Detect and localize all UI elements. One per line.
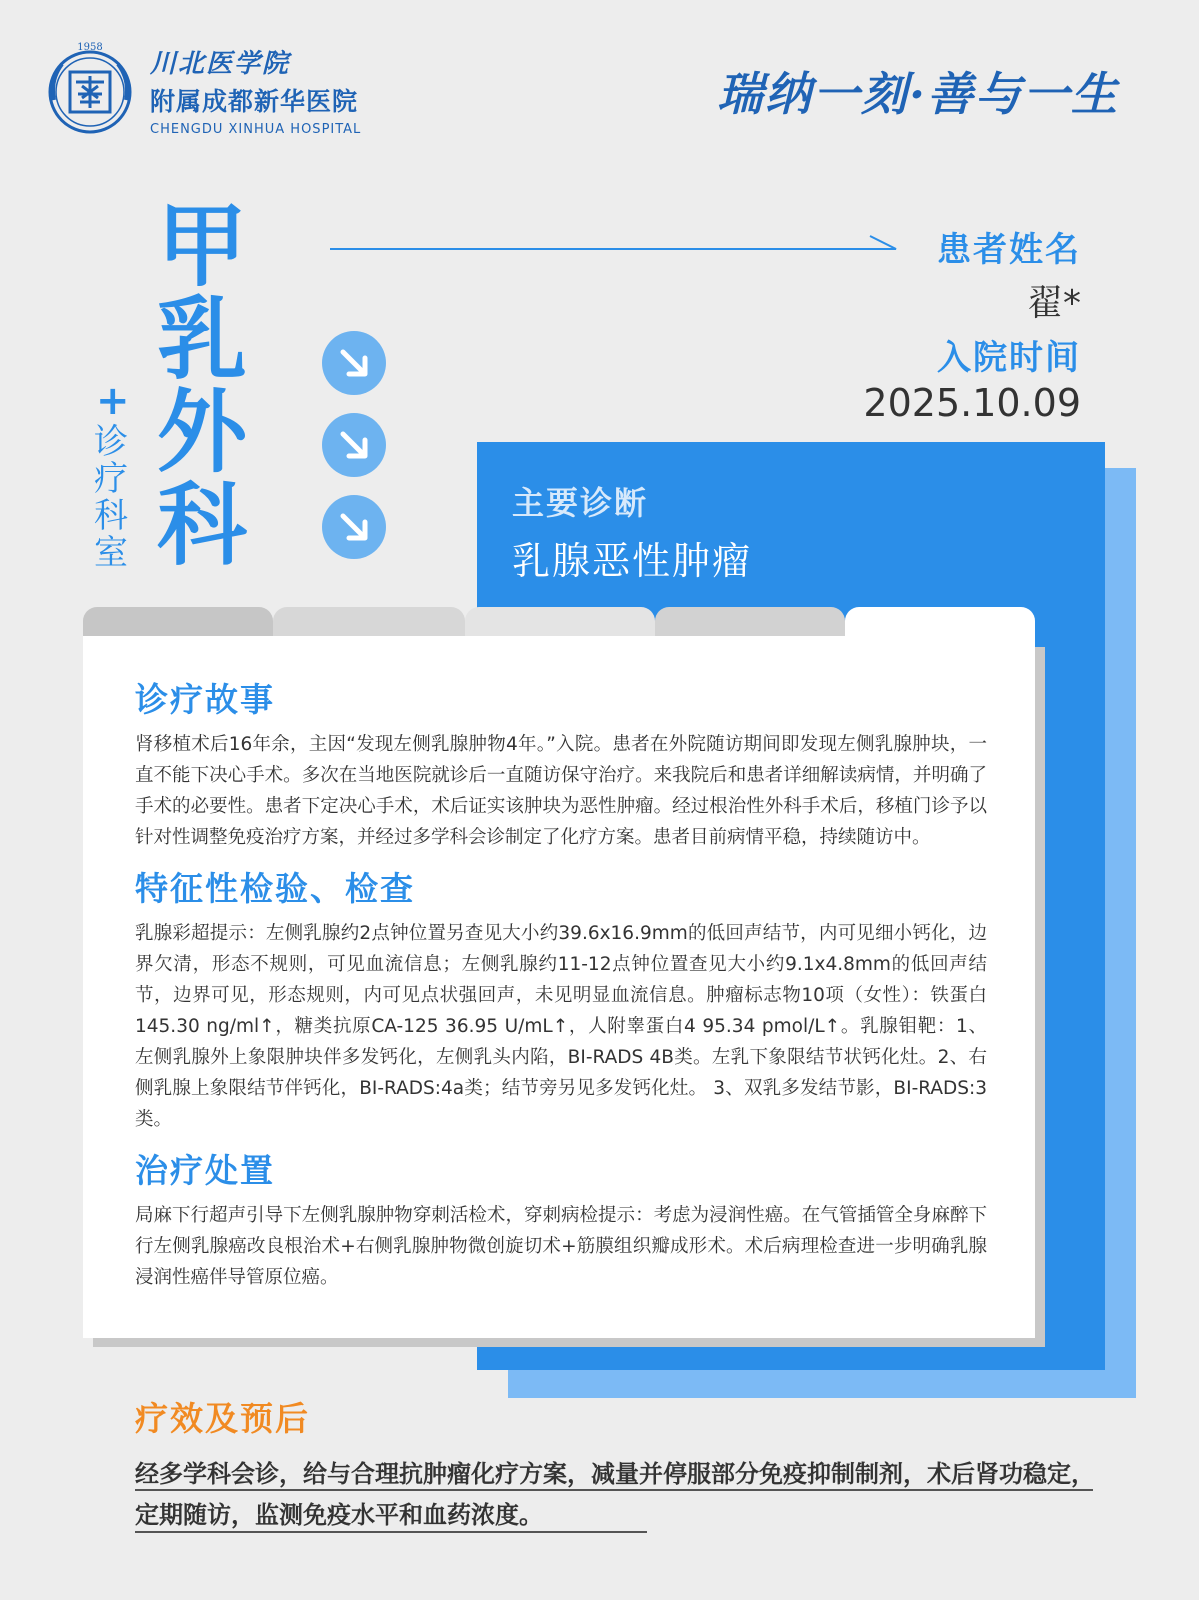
admission-date-value: 2025.10.09 xyxy=(863,381,1081,425)
patient-name-block xyxy=(937,222,1081,326)
subtitle-char: 室 xyxy=(94,533,128,573)
admission-date-block xyxy=(863,330,1081,425)
hospital-seal-icon xyxy=(40,40,140,140)
section-text-story: 肾移植术后16年余，主因“发现左侧乳腺肿物4年。”入院。患者在外院随访期间即发现左侧乳腺肿块，一直不能下决心手术。多次在当地医院就诊后一直随访保守治疗。来我院后和患者详细解读病情，并明确了手术的必要性。患者下定决心手术，术后证实该肿块为恶性肿瘤。经过根治性外科手术后，移植门诊予以针对性调整免疫治疗方案，并经过多学科会诊制定了化疗方案。患者目前病情平稳，持续随访中。 xyxy=(135,734,987,848)
arrow-down-right-icon xyxy=(322,495,386,559)
section-text-exams: 乳腺彩超提示：左侧乳腺约2点钟位置另查见大小约39.6x16.9mm的低回声结节，内可见细小钙化，边界欠清，形态不规则，可见血流信息；左侧乳腺约11-12点钟位置查见大小约9.1x4.8mm的低回声结节，边界可见，形态规则，内可见点状强回声，未见明显血流信息。肿瘤标志物10项（女性）：铁蛋白 145.30 ng/ml↑，糖类抗原CA-125 36.95 U/mL↑，人附睾蛋白4 95.34 pmol/L↑。乳腺钼靶：1、左侧乳腺外上象限肿块伴多发钙化，左侧乳头内陷，BI-RADS 4B类。左乳下象限结节状钙化灶。2、右侧乳腺上象限结节伴钙化，BI-RADS:4a类；结节旁另见多发钙化灶。 3、双乳多发结节影，BI-RADS:3类。 xyxy=(135,923,987,1130)
subtitle-char: 科 xyxy=(94,496,128,536)
plus-icon: + xyxy=(96,378,130,424)
content-card xyxy=(83,636,1035,1338)
admission-date-label: 入院时间 xyxy=(937,338,1081,378)
underline xyxy=(135,1489,1093,1491)
diagnosis-value: 乳腺恶性肿瘤 xyxy=(512,539,753,583)
hospital-logo xyxy=(40,40,361,140)
diagnosis-title: 主要诊断 xyxy=(512,484,649,522)
slogan: 瑞纳一刻·善与一生 xyxy=(716,67,1119,121)
hospital-name: 附属成都新华医院 xyxy=(150,87,359,116)
arrow-down-right-icon xyxy=(322,413,386,477)
section-title-story: 诊疗故事 xyxy=(135,680,275,719)
seal-year: 1958 xyxy=(77,42,103,53)
section-title-exams: 特征性检验、检查 xyxy=(135,869,415,908)
section-text-treatment: 局麻下行超声引导下左侧乳腺肿物穿刺活检术，穿刺病检提示：考虑为浸润性癌。在气管插管全身麻醉下行左侧乳腺癌改良根治术+右侧乳腺肿物微创旋切术+筋膜组织瓣成形术。术后病理检查进一步明确乳腺浸润性癌伴导管原位癌。 xyxy=(135,1205,987,1288)
patient-name-value: 翟* xyxy=(1026,283,1081,324)
section-title-treatment: 治疗处置 xyxy=(135,1151,275,1190)
department-title xyxy=(152,194,252,578)
logo-script: 川北医学院 xyxy=(150,49,291,79)
patient-name-label: 患者姓名 xyxy=(937,230,1081,270)
arrow-down-right-icon xyxy=(322,331,386,395)
outcome-text: 经多学科会诊，给与合理抗肿瘤化疗方案，减量并停服部分免疫抑制制剂，术后肾功稳定，定期随访，监测免疫水平和血药浓度。 xyxy=(135,1460,1095,1529)
outcome-title: 疗效及预后 xyxy=(135,1399,310,1438)
department-char: 乳 xyxy=(157,287,247,392)
department-char: 甲 xyxy=(157,194,247,299)
underline xyxy=(135,1531,647,1533)
department-char: 科 xyxy=(157,473,247,578)
subtitle-char: 疗 xyxy=(94,459,128,499)
subtitle-char: 诊 xyxy=(94,422,128,462)
department-subtitle xyxy=(92,424,130,572)
long-arrow-right-icon xyxy=(330,232,900,260)
hospital-name-en: CHENGDU XINHUA HOSPITAL xyxy=(150,122,362,137)
department-char: 外 xyxy=(157,380,247,485)
